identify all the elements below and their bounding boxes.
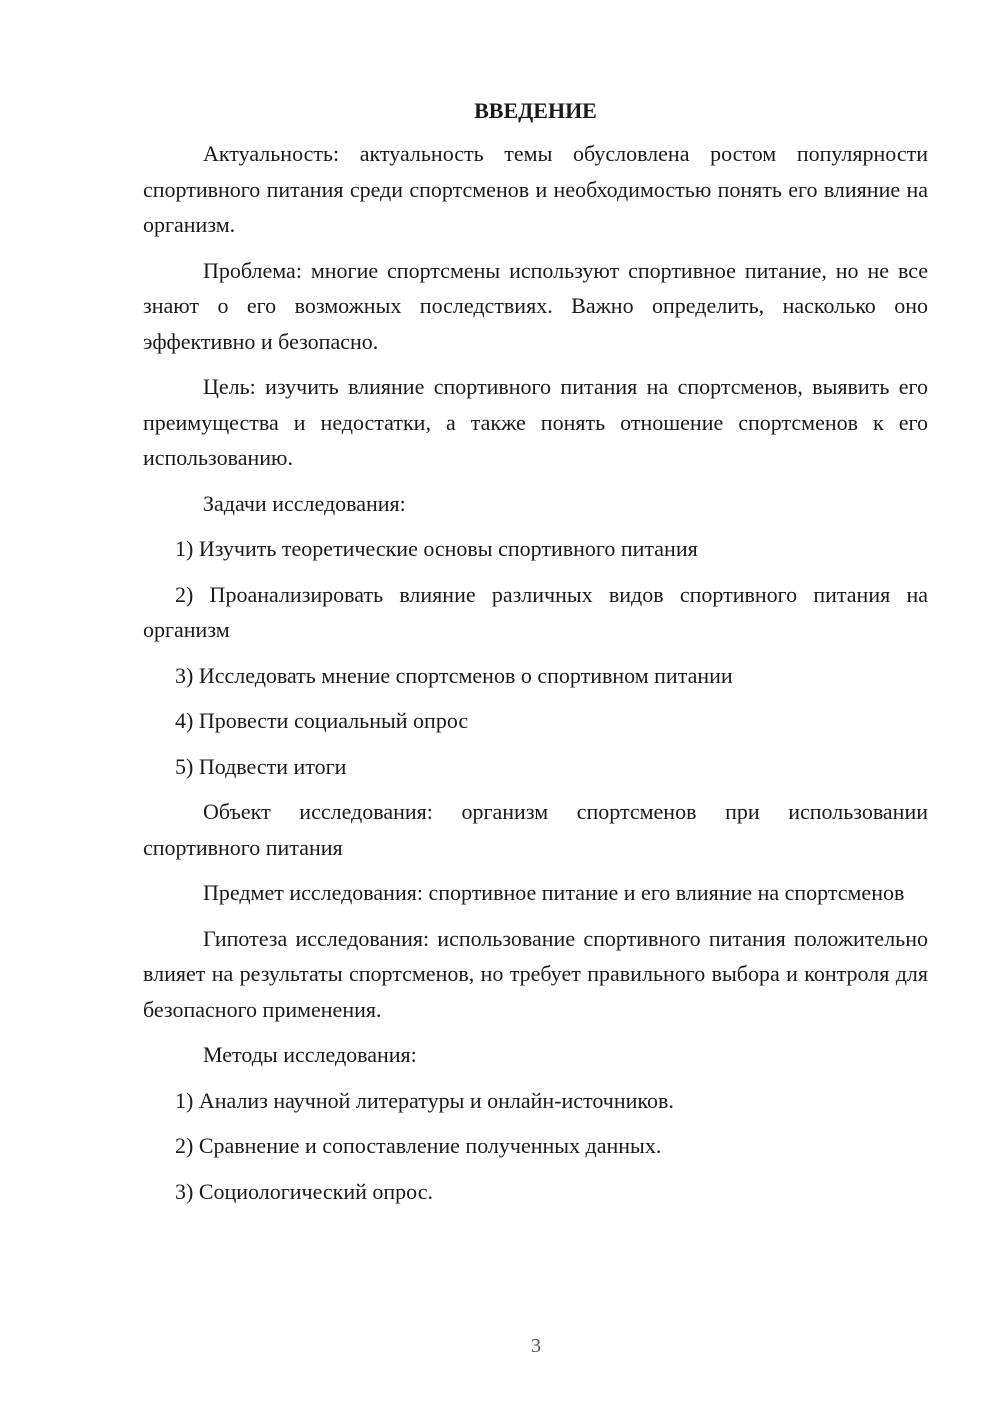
page-number: 3 xyxy=(531,1335,541,1357)
section-title: ВВЕДЕНИЕ xyxy=(474,98,597,123)
goal-paragraph: Цель: изучить влияние спортивного питания на спортсменов, выявить его преимущества и недостатки, а также понять отношение спортсменов к его использованию. xyxy=(143,374,928,470)
problem-paragraph: Проблема: многие спортсмены используют спортивное питание, но не все знают о его возможных последствиях. Важно определить, насколько оно эффективно и безопасно. xyxy=(143,257,928,354)
task-item: 2) Проанализировать влияние различных видов спортивного питания на организм xyxy=(143,581,928,642)
methods-heading: Методы исследования: xyxy=(203,1042,417,1067)
hypothesis-paragraph: Гипотеза исследования: использование спортивного питания положительно влияет на результаты спортсменов, но требует правильного выбора и контроля для безопасного применения. xyxy=(143,925,928,1022)
task-item: 1) Изучить теоретические основы спортивного питания xyxy=(175,536,698,561)
tasks-heading: Задачи исследования: xyxy=(203,490,406,516)
task-item: 5) Подвести итоги xyxy=(175,753,347,779)
task-item: 4) Провести социальный опрос xyxy=(175,708,469,733)
method-item: 2) Сравнение и сопоставление полученных данных. xyxy=(175,1133,662,1158)
subject-paragraph: Предмет исследования: спортивное питание и его влияние на спортсменов xyxy=(203,880,905,905)
relevance-paragraph: Актуальность: актуальность темы обусловлена ростом популярности спортивного питания среди спортсменов и необходимостью понять его влияние на организм. xyxy=(143,141,928,237)
method-item: 1) Анализ научной литературы и онлайн-источников. xyxy=(175,1087,674,1113)
document-body xyxy=(143,96,928,1219)
task-item: 3) Исследовать мнение спортсменов о спортивном питании xyxy=(175,662,733,688)
object-paragraph: Объект исследования: организм спортсменов при использовании спортивного питания xyxy=(143,799,928,860)
method-item: 3) Социологический опрос. xyxy=(175,1178,433,1204)
